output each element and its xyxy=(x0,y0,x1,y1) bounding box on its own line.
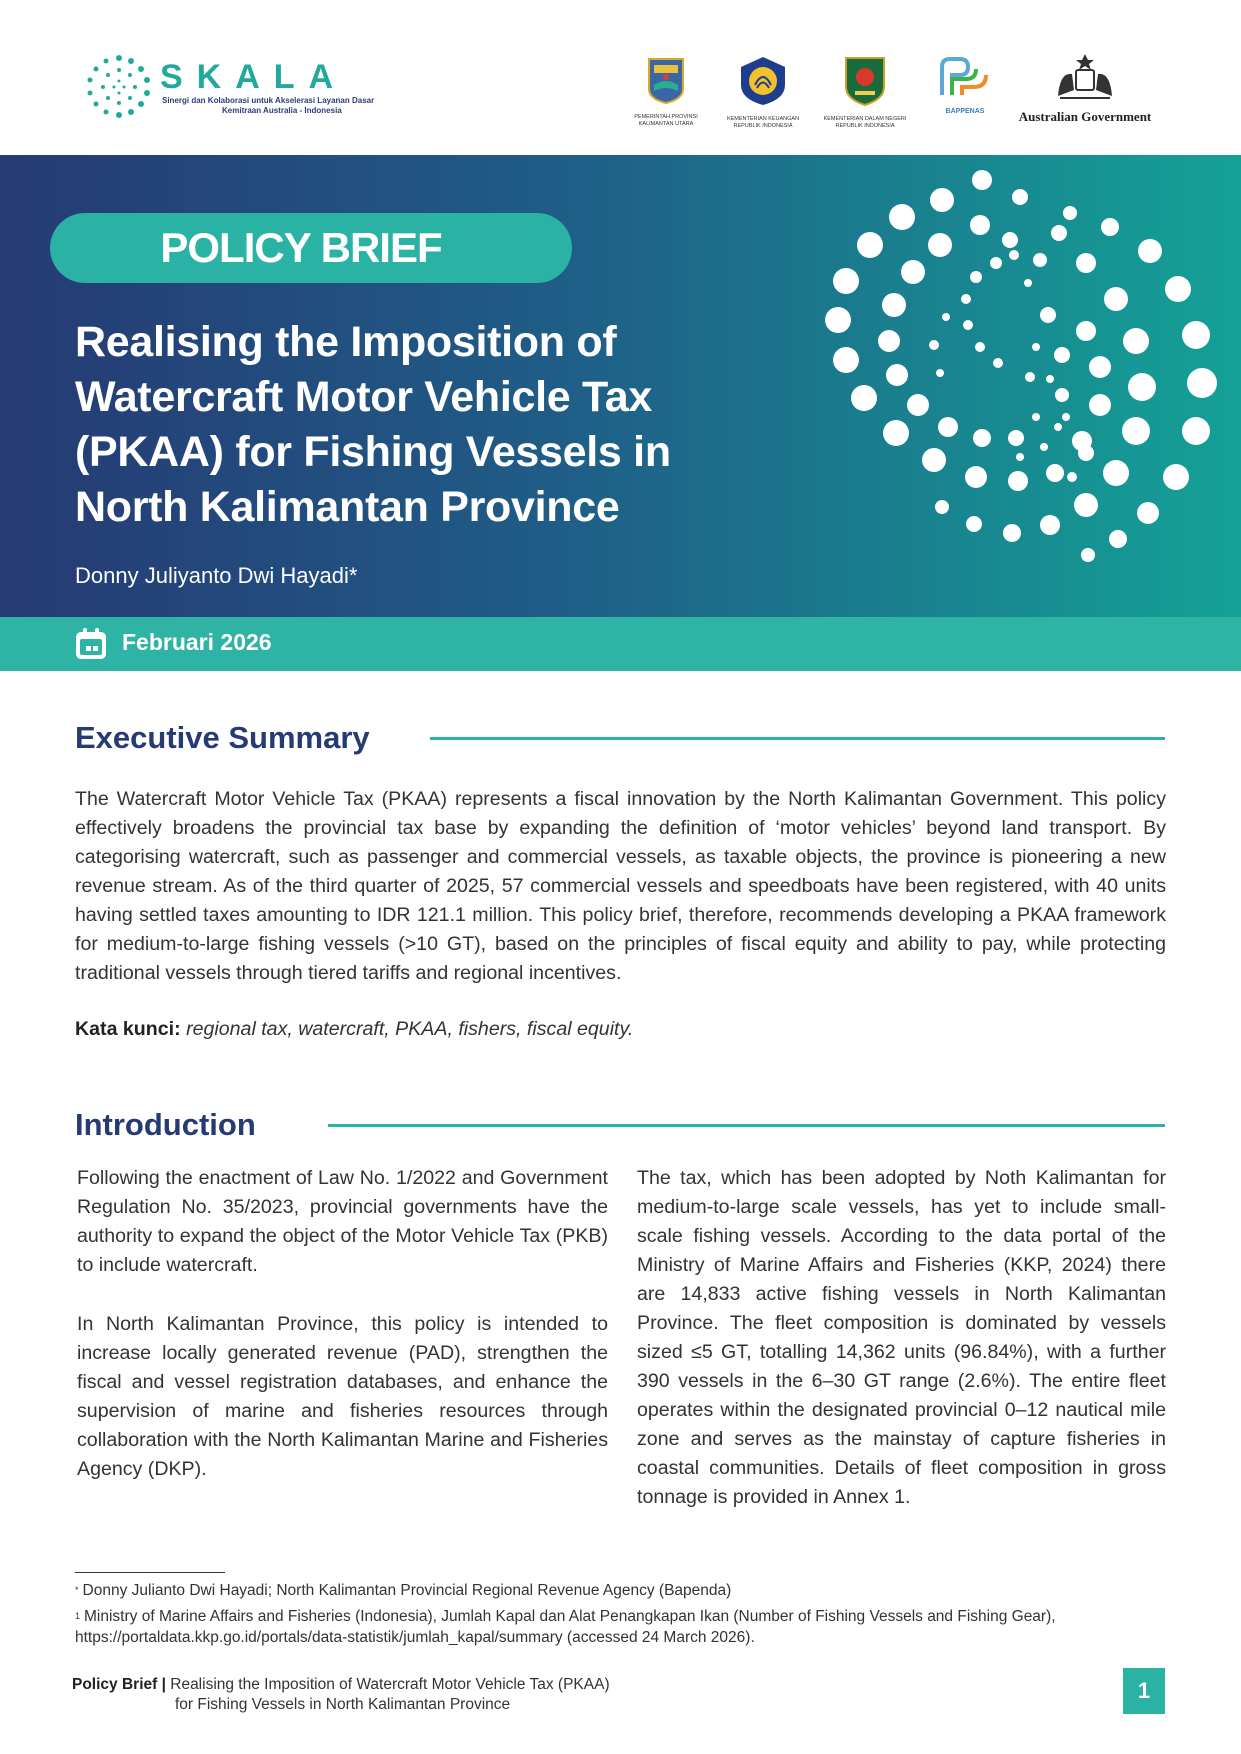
partner-caption: BAPPENAS xyxy=(945,108,985,115)
publication-date: Februari 2026 xyxy=(122,629,272,655)
kemenkeu-emblem-icon xyxy=(737,55,789,107)
footnote-mark: * xyxy=(75,1585,79,1595)
footer-title-line-2: for Fishing Vessels in North Kalimantan Province xyxy=(175,1696,511,1713)
keywords-label: Kata kunci: xyxy=(75,1018,181,1040)
partner-logo-kemenkeu xyxy=(718,55,808,130)
footer-title-line-1: Realising the Imposition of Watercraft Motor Vehicle Tax (PKAA) xyxy=(170,1676,610,1693)
footer-label: Policy Brief | xyxy=(72,1676,166,1693)
section-divider xyxy=(328,1124,1165,1127)
australian-government-label: Australian Government xyxy=(1018,109,1152,124)
introduction-left-paragraph-1: Following the enactment of Law No. 1/2022 and Government Regulation No. 35/2023, provincial governments have the authority to expand the object of the Motor Vehicle Tax (PKB) to include watercraft. xyxy=(77,1167,608,1276)
keywords-line xyxy=(75,1018,633,1041)
skala-logo xyxy=(84,52,375,122)
skala-tagline-line-1: Sinergi dan Kolaborasi untuk Akselerasi Layanan Dasar xyxy=(162,96,375,105)
logo-bar xyxy=(0,0,1241,155)
calendar-icon xyxy=(74,627,108,661)
footnote-divider xyxy=(75,1572,225,1573)
date-bar xyxy=(0,617,1241,671)
introduction-heading: Introduction xyxy=(75,1107,256,1142)
kaltara-crest-icon xyxy=(646,55,686,105)
dotted-swirl-graphic xyxy=(800,155,1241,617)
footnote-mark: 1 xyxy=(75,1611,81,1621)
introduction-left-paragraph-2: In North Kalimantan Province, this policy is intended to increase locally generated revenue (PAD), strengthen the fiscal and vessel registration databases, and enhance the supervision of marine and fisheries resources through collaboration with the North Kalimantan Marine and Fisheries Agency (DKP). xyxy=(77,1313,608,1480)
partner-caption: PEMERINTAH PROVINSI KALIMANTAN UTARA xyxy=(634,114,698,127)
page-number: 1 xyxy=(1123,1668,1165,1714)
skala-swirl-icon xyxy=(84,52,154,122)
australian-government-logo xyxy=(1010,50,1160,125)
kemendagri-shield-icon xyxy=(843,55,887,107)
page-footer xyxy=(72,1675,610,1715)
skala-tagline xyxy=(162,96,374,116)
australian-coat-of-arms-icon xyxy=(1050,50,1120,102)
footnote-text: Ministry of Marine Affairs and Fisheries (Indonesia), Jumlah Kapal dan Alat Penangkapan Ikan (Number of Fishing Vessels and Fishing Gear), https://portaldata.kkp.go.id/portals/data-statistik/jumlah_kapal/summary (accessed 24 March 2026). xyxy=(75,1608,1056,1646)
footnote-2 xyxy=(75,1606,1170,1648)
executive-summary-text: The Watercraft Motor Vehicle Tax (PKAA) represents a fiscal innovation by the North Kalimantan Government. This policy effectively broadens the provincial tax base by expanding the definition of ‘motor vehicles’ beyond land transport. By categorising watercraft, such as passenger and commercial vessels, as taxable objects, the province is pioneering a new revenue stream. As of the third quarter of 2025, 57 commercial vessels and speedboats have been registered, with 40 units having settled taxes amounting to IDR 121.1 million. This policy brief, therefore, recommends developing a PKAA framework for medium-to-large fishing vessels (>10 GT), based on the principles of fiscal equity and ability to pay, while protecting traditional vessels through tiered tariffs and regional incentives. xyxy=(75,788,1166,984)
policy-brief-badge: POLICY BRIEF xyxy=(50,213,572,283)
partner-logo-kaltara xyxy=(621,55,711,128)
partner-caption: KEMENTERIAN KEUANGAN REPUBLIK INDONESIA xyxy=(726,116,800,129)
partner-logo-kemendagri xyxy=(820,55,910,130)
partner-caption: KEMENTERIAN DALAM NEGERI REPUBLIK INDONESIA xyxy=(823,116,907,129)
keywords-list: regional tax, watercraft, PKAA, fishers, fiscal equity. xyxy=(186,1018,634,1040)
executive-summary-heading: Executive Summary xyxy=(75,720,370,755)
introduction-right-paragraph-1: The tax, which has been adopted by Noth Kalimantan for medium-to-large scale vessels, has yet to include small-scale fishing vessels. According to the data portal of the Ministry of Marine Affairs and Fisheries (KKP, 2024) there are 14,833 active fishing vessels in North Kalimantan Province. The fleet composition is dominated by vessels sized ≤5 GT, totalling 14,362 units (96.84%), with a further 390 vessels in the 6–30 GT range (2.6%). The entire fleet operates within the designated provincial 0–12 nautical mile zone and serves as the mainstay of capture fisheries in coastal communities. Details of fleet composition in gross tonnage is provided in Annex 1. xyxy=(637,1167,1166,1508)
skala-wordmark: SKALA xyxy=(160,58,348,96)
document-title: Realising the Imposition of Watercraft Motor Vehicle Tax (PKAA) for Fishing Vessels in North Kalimantan Province xyxy=(75,318,671,531)
section-divider xyxy=(430,737,1165,740)
partner-logo-bappenas xyxy=(920,55,1010,115)
skala-tagline-line-2: Kemitraan Australia - Indonesia xyxy=(222,106,342,115)
document-author: Donny Juliyanto Dwi Hayadi* xyxy=(75,563,358,588)
footnote-text: Donny Julianto Dwi Hayadi; North Kalimantan Provincial Regional Revenue Agency (Bapenda) xyxy=(82,1582,732,1599)
hero-banner xyxy=(0,155,1241,617)
footnote-1 xyxy=(75,1580,1170,1601)
bappenas-logo-icon xyxy=(938,55,992,99)
